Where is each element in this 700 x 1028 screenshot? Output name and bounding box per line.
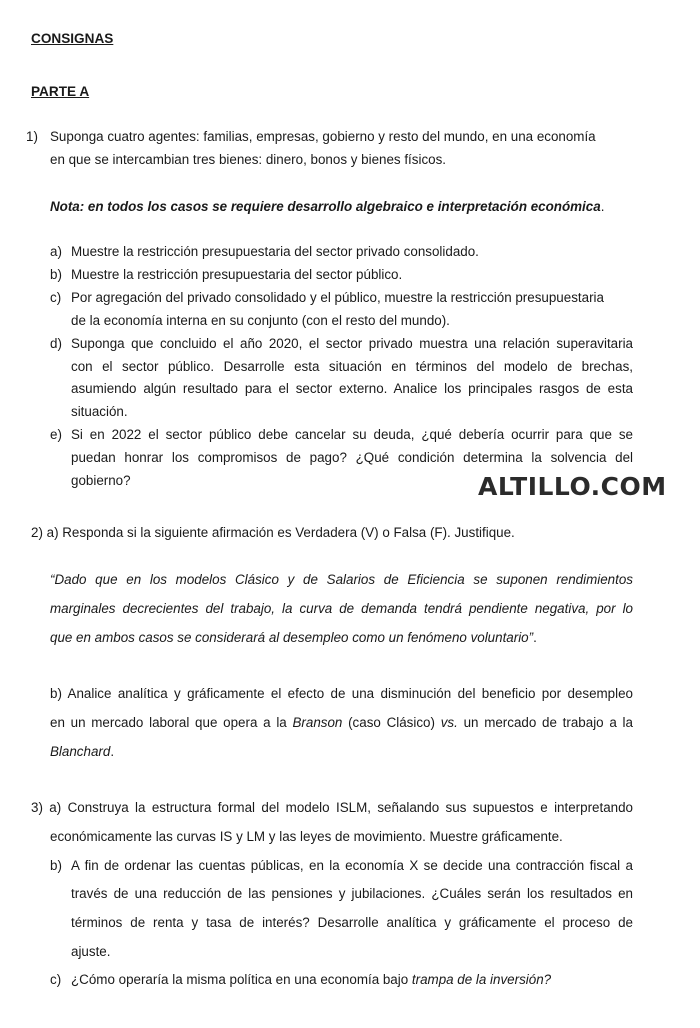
item-3c-pre: ¿Cómo operaría la misma política en una economía bajo (71, 972, 412, 987)
heading-consignas: CONSIGNAS (31, 31, 114, 46)
question-2b-line-3 (50, 744, 114, 759)
question-2a-text: 2) a) Responda si la siguiente afirmación es Verdadera (V) o Falsa (F). Justifique. (31, 525, 515, 540)
question-2b-line-2 (50, 715, 633, 730)
q2b-post: un mercado de trabajo a la (457, 715, 633, 730)
question-1-intro-line-2: en que se intercambian tres bienes: dinero, bonos y bienes físicos. (50, 152, 446, 167)
question-1-number: 1) (26, 129, 38, 144)
item-1d-line-4: situación. (71, 404, 128, 419)
item-3b-line-1: A fin de ordenar las cuentas públicas, en la economía X se decide una contracción fiscal a (71, 858, 633, 873)
question-1-intro-line-1: Suponga cuatro agentes: familias, empresas, gobierno y resto del mundo, en una economía (50, 129, 596, 144)
item-3c-italic: trampa de la inversión? (411, 972, 552, 987)
question-3a-line-2: económicamente las curvas IS y LM y las leyes de movimiento. Muestre gráficamente. (50, 829, 563, 844)
q2b-period: . (110, 744, 115, 759)
item-3b-line-3: términos de renta y tasa de interés? Desarrolle analítica y gráficamente el proceso de (71, 915, 633, 930)
item-1a-label: a) (50, 244, 62, 259)
item-1a-text: Muestre la restricción presupuestaria del sector privado consolidado. (71, 244, 479, 259)
item-1e-line-3: gobierno? (71, 473, 131, 488)
item-1c-label: c) (50, 290, 62, 305)
q2b-pre: en un mercado laboral que opera a la (50, 715, 293, 730)
item-1b-text: Muestre la restricción presupuestaria del sector público. (71, 267, 403, 282)
note-text: Nota: en todos los casos se requiere desarrollo algebraico e interpretación económica (50, 199, 601, 214)
item-1b-label: b) (50, 267, 62, 282)
note-period: . (600, 199, 605, 214)
question-1-note (50, 199, 604, 214)
quote-line-3 (50, 630, 537, 645)
item-1d-line-1: Suponga que concluido el año 2020, el sector privado muestra una relación superavitaria (71, 336, 633, 351)
item-1e-label: e) (50, 427, 62, 442)
quote-line-3-text: que en ambos casos se considerará al desempleo como un fenómeno voluntario” (50, 630, 534, 645)
quote-line-2: marginales decrecientes del trabajo, la curva de demanda tendrá pendiente negativa, por lo (50, 601, 633, 616)
item-1d-line-3: asumiendo algún resultado para el sector externo. Analice los principales rasgos de esta (71, 381, 633, 396)
item-1d-line-2: con el sector público. Desarrolle esta situación en términos del modelo de brechas, (71, 359, 633, 374)
q2b-branson: Branson (292, 715, 343, 730)
quote-period: . (533, 630, 537, 645)
q2b-blanchard: Blanchard (50, 744, 111, 759)
item-3c-text (71, 972, 551, 987)
quote-line-1: “Dado que en los modelos Clásico y de Salarios de Eficiencia se suponen rendimientos (50, 572, 633, 587)
question-3a-line-1: 3) a) Construya la estructura formal del modelo ISLM, señalando sus supuestos e interpretando (31, 800, 633, 815)
item-1c-line-2: de la economía interna en su conjunto (con el resto del mundo). (71, 313, 450, 328)
q2b-mid: (caso Clásico) (342, 715, 441, 730)
item-3b-label: b) (50, 858, 62, 873)
item-3b-line-4: ajuste. (71, 944, 111, 959)
watermark-logo: ALTILLO.COM (478, 472, 667, 501)
question-2b-line-1: b) Analice analítica y gráficamente el efecto de una disminución del beneficio por desempleo (50, 686, 633, 701)
item-3c-label: c) (50, 972, 62, 987)
item-1e-line-2: puedan honrar los compromisos de pago? ¿Qué condición determina la solvencia del (71, 450, 633, 465)
item-1c-line-1: Por agregación del privado consolidado y el público, muestre la restricción presupuestaria (71, 290, 604, 305)
item-3b-line-2: través de una reducción de las pensiones y jubilaciones. ¿Cuáles serán los resultados en (71, 886, 633, 901)
item-1e-line-1: Si en 2022 el sector público debe cancelar su deuda, ¿qué debería ocurrir para que se (71, 427, 633, 442)
heading-parte-a: PARTE A (31, 84, 90, 99)
item-1d-label: d) (50, 336, 62, 351)
q2b-vs: vs. (440, 715, 458, 730)
